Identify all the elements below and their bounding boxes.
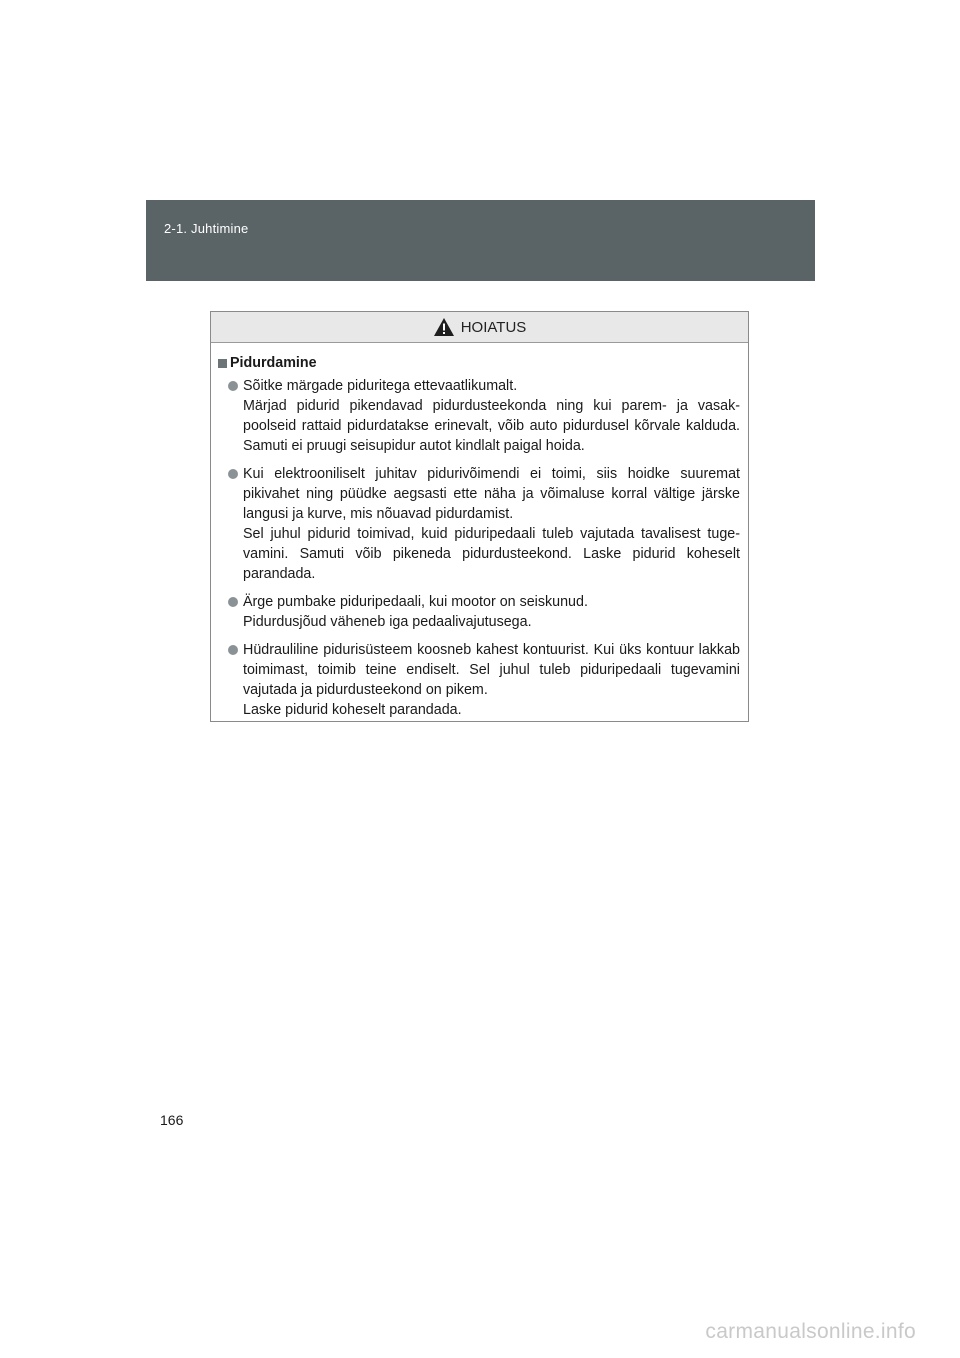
- warning-topic: [217, 353, 740, 373]
- warning-header: [211, 312, 748, 343]
- circle-bullet-icon: [228, 381, 238, 391]
- item-text: Sel juhul pidurid toimivad, kuid piduripedaali tuleb vajutada tavalisest tugevamini. Samuti võib pikeneda pidurdusteekond. Laske pidurid koheselt parandada.: [243, 526, 740, 582]
- item-text: Sõitke märgade piduritega ettevaatlikumalt.: [243, 378, 518, 394]
- item-text: Hüdrauliline pidurisüsteem koosneb kahest kontuurist. Kui üks kontuur lakkab toimimast, toimib teine endiselt. Sel juhul tuleb piduripedaali tugevamini vajutada ja pidurdusteekond on pikem.: [243, 642, 740, 698]
- page-number: 166: [160, 1112, 184, 1128]
- watermark: carmanualsonline.info: [705, 1320, 916, 1343]
- list-item: [217, 376, 740, 456]
- item-text: Märjad pidurid pikendavad pidurdusteekonda ning kui parem- ja vasakpoolseid rattaid pidurdatakse erinevalt, võib auto pidurdusel kõrvale kalduda. Samuti ei pruugi seisupidur autot kindlalt paigal hoida.: [243, 398, 740, 454]
- circle-bullet-icon: [228, 645, 238, 655]
- warning-list: [217, 376, 740, 720]
- square-bullet-icon: [218, 359, 227, 368]
- list-item: [217, 464, 740, 584]
- list-item: [217, 640, 740, 720]
- circle-bullet-icon: [228, 597, 238, 607]
- item-text: Laske pidurid koheselt parandada.: [243, 702, 462, 718]
- warning-triangle-icon: [433, 317, 455, 337]
- list-item: [217, 592, 740, 632]
- item-text: Ärge pumbake piduripedaali, kui mootor on seiskunud.: [243, 594, 588, 610]
- chapter-header-band: [146, 200, 815, 281]
- circle-bullet-icon: [228, 469, 238, 479]
- warning-body: [211, 343, 748, 720]
- item-text: Pidurdusjõud väheneb iga pedaalivajutusega.: [243, 614, 532, 630]
- topic-title: Pidurdamine: [230, 355, 317, 371]
- warning-box: [210, 311, 749, 722]
- item-text: Kui elektrooniliselt juhitav pidurivõimendi ei toimi, siis hoidke suuremat pikivahet ning püüdke aegsasti ette näha ja võimaluse korral vältige järske langusi ja kurve, mis nõuavad pidurdamist.: [243, 466, 740, 522]
- warning-title: HOIATUS: [460, 318, 527, 336]
- section-label: 2-1. Juhtimine: [164, 221, 249, 236]
